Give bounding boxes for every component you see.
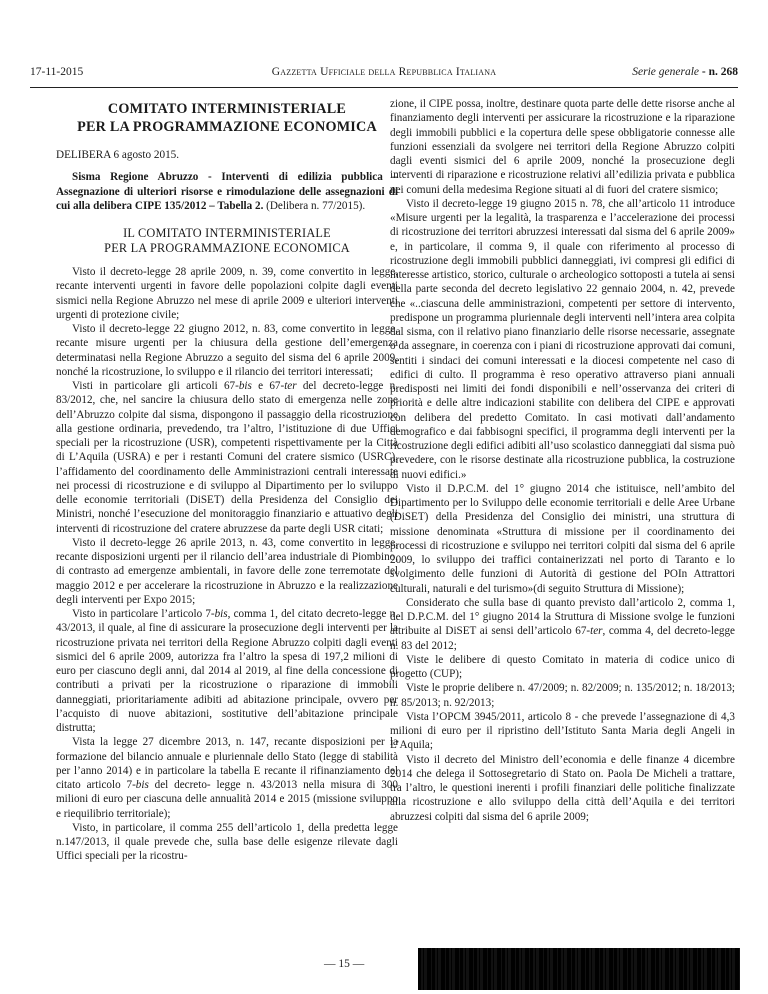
series-prefix: Serie generale: [632, 66, 700, 78]
section-heading: [56, 226, 398, 255]
italic-span: ter: [590, 625, 603, 638]
text-span: , comma 1, del citato decreto-legge n. 43/2013, il quale, al fine di assicurare la prosecuzione degli interventi per la ricostruzione privata nei territori della Regione Abruzzo colpiti dagli eventi sismici del 6 aprile 2009, autorizza fra l’altro la spesa di 197,2 milioni di euro per ciascuno degli anni, dal 2014 al 2019, al fine della concessione di contributi a privati per la ricostruzione o riparazione di immobili danneggiati, prioritariamente adibiti ad abitazione principale, ovvero per l’acquisto di nuove abitazioni, sostitutive dell’abitazione principale distrutta;: [56, 608, 398, 734]
right-column: [390, 97, 735, 824]
paragraph: Visto il decreto del Ministro dell’economia e delle finanze 4 dicembre 2014 che delega il Sottosegretario di Stato on. Paola De Micheli a trattare, tra l’altro, le questioni inerenti i profili finanziari delle politiche finalizzate alla ricostruzione e allo sviluppo della città dell’Aquila e dei territori abruzzesi colpiti dal sisma del 6 aprile 2009;: [390, 753, 735, 823]
section-heading-line2: PER LA PROGRAMMAZIONE ECONOMICA: [104, 240, 350, 255]
paragraph: Visto il decreto-legge 19 giugno 2015 n. 78, che all’articolo 11 introduce «Misure urgenti per la legalità, la trasparenza e l’accelerazione dei processi di ricostruzione dei territori abruzzesi interessati dal sisma del 6 aprile 2009» e, in particolare, il comma 9, il quale con riferimento al processo di ricostruzione degli immobili pubblici danneggiati, ivi compresi gli edifici di interesse artistico, storico, culturale o archeologico sottoposti a tutela ai sensi della parte seconda del decreto legislativo 22 gennaio 2004, n. 42, prevede che «..ciascuna delle amministrazioni, competenti per settore di intervento, predispone un programma pluriennale degli interventi nell’intera area colpita dal sisma, con il relativo piano finanziario delle risorse necessarie, assegnate o da assegnare, in coerenza con i piani di ricostruzione approvati dai comuni, sentiti i sindaci dei comuni interessati e la diocesi competente nel caso di edifici di culto. Il programma è reso operativo attraverso piani annuali predisposti nei limiti dei fondi disponibili e nell’osservanza dei criteri di priorità e delle altre indicazioni stabilite con delibera del CIPE e approvati con delibera del predetto Comitato. In casi motivati dall’andamento demografico e dai fabbisogni specifici, il programma degli interventi per la ricostruzione degli edifici adibiti all’uso scolastico danneggiati dal sisma può prevedere, con le risorse destinate alla ricostruzione pubblica, la costruzione di nuovi edifici.»: [390, 197, 735, 481]
delibera-date: DELIBERA 6 agosto 2015.: [56, 149, 180, 161]
header-rule: [30, 87, 738, 88]
paragraph: [56, 379, 398, 536]
text-span: Considerato che sulla base di quanto previsto dall’articolo 2, comma 1, del D.P.C.M. del 1° giugno 2014 la Struttura di Missione svolge le funzioni attribuite al DiSET ai sensi dell’articolo 67-: [390, 596, 735, 638]
delibera-number: (Delibera n. 77/2015).: [263, 199, 366, 212]
text-span: Visto in particolare l’articolo 7-: [72, 608, 215, 620]
paragraph: Viste le proprie delibere n. 47/2009; n. 82/2009; n. 135/2012; n. 18/2013; n. 85/2013; n. 92/2013;: [390, 682, 735, 709]
text-span: , comma 4, del decreto-legge n. 83 del 2012;: [390, 625, 735, 652]
committee-title: [56, 101, 398, 136]
committee-title-line1: COMITATO INTERMINISTERIALE: [107, 101, 347, 117]
paragraph: Visto il decreto-legge 26 aprile 2013, n. 43, come convertito in legge, recante disposizioni urgenti per il rilancio dell’area industriale di Piombino, di contrasto ad emergenze ambientali, in favore delle zone terremotate del maggio 2012 e per accelerare la ricostruzione in Abruzzo e la realizzazione degli interventi per Expo 2015;: [56, 536, 398, 606]
paragraph: Visto il D.P.C.M. del 1° giugno 2014 che istituisce, nell’ambito del Dipartimento per lo Sviluppo delle economie territoriali e delle Aree Urbane (DiSET) della Presidenza del Consiglio dei ministri, una struttura di missione denominata «Struttura di missione per il coordinamento dei processi di ricostruzione e sviluppo nei territori colpiti dal sisma del 6 aprile 2009, lo sviluppo dei traffici containerizzati nel porto di Taranto e lo svolgimento delle funzioni di Autorità di gestione del POIn Attrattori culturali, naturali e del turismo»(di seguito Struttura di Missione);: [390, 482, 735, 595]
text-span: Vista la legge 27 dicembre 2013, n. 147, recante disposizioni per la formazione del bilancio annuale e pluriennale dello Stato (legge di stabilità per l’anno 2014) e in particolare la tabella E recante il rifinanziamento del citato articolo 7-: [56, 736, 398, 791]
italic-span: bis: [238, 380, 252, 392]
paragraph: [56, 735, 398, 821]
paragraph: [56, 607, 398, 735]
paragraph: Visto il decreto-legge 28 aprile 2009, n. 39, come convertito in legge, recante interventi urgenti in favore delle popolazioni colpite dagli eventi sismici nella Regione Abruzzo nel mese di aprile 2009 e ulteriori interventi urgenti di protezione civile;: [56, 266, 398, 321]
paragraph: [390, 596, 735, 653]
text-span: Visti in particolare gli articoli 67-: [72, 380, 239, 392]
issue-number: - n. 268: [699, 66, 738, 78]
series-label: [632, 66, 738, 78]
paragraph: Visto, in particolare, il comma 255 dell’articolo 1, della predetta legge n.147/2013, il quale prevede che, sulla base delle esigenze rilevate dagli Uffici speciali per la ricostru-: [56, 821, 398, 863]
page-header: [30, 66, 738, 84]
italic-span: bis: [214, 608, 228, 620]
delibera-subject: [56, 170, 398, 213]
paragraph: Vista l’OPCM 3945/2011, articolo 8 - che prevede l’assegnazione di 4,3 milioni di euro per il ripristino dell’Istituto Santa Maria degli Angeli in L’Aquila;: [390, 710, 735, 752]
italic-span: ter: [284, 380, 297, 392]
paragraph: Viste le delibere di questo Comitato in materia di codice unico di progetto (CUP);: [390, 653, 735, 680]
text-span: del decreto- legge n. 43/2013 nella misura di 300 milioni di euro per ciascuna delle annualità 2014 e 2015 (missione sviluppo e riequilibrio territoriale);: [56, 779, 398, 820]
paragraph: zione, il CIPE possa, inoltre, destinare quota parte delle dette risorse anche al finanziamento degli interventi per assicurare la ricostruzione e la riparazione degli immobili pubblici e la copertura delle spese obbligatorie connesse alle funzioni essenziali da svolgere nei territori della Regione Abruzzo colpiti dagli eventi sismici del 6 aprile 2009, nonché la prosecuzione degli interventi di riparazione e ricostruzione relativi all’edilizia privata e pubblica nei comuni della medesima Regione situati al di fuori del cratere sismico;: [390, 98, 735, 196]
text-span: e 67-: [251, 380, 285, 392]
page-number: — 15 —: [324, 958, 365, 970]
text-span: del decreto-legge n. 83/2012, che, nel sancire la chiusura dello stato di emergenza nelle zone dell’Abruzzo colpite dal sisma, dispongono il passaggio della ricostruzione alla gestione ordinaria, prevedendo, tra l’altro, l’istituzione di due Uffici speciali per la ricostruzione (USR), competenti rispettivamente per la Città di L’Aquila (USRA) e per i restanti Comuni del cratere sismico (USRC), l’affidamento del coordinamento delle Amministrazioni centrali interessate nei processi di ricostruzione e di sviluppo al Dipartimento per lo sviluppo delle economie territoriali (DiSET) della Presidenza del Consiglio dei Ministri, nonché l’esecuzione del monitoraggio finanziario e attuativo degli interventi di ricostruzione del cratere abruzzese da parte degli USR citati;: [56, 380, 398, 535]
barcode-strip: [418, 948, 740, 990]
left-column: [56, 97, 398, 864]
italic-span: bis: [135, 779, 149, 791]
paragraph: Visto il decreto-legge 22 giugno 2012, n. 83, come convertito in legge, recante misure urgenti per la chiusura della gestione dell’emergenza determinatasi nella Regione Abruzzo a seguito del sisma del 6 aprile 2009, nonché la ricostruzione, lo sviluppo e il rilancio dei territori interessati;: [56, 323, 398, 378]
gazette-title: Gazzetta Ufficiale della Repubblica Italiana: [271, 66, 497, 78]
delibera-subject-bold: Sisma Regione Abruzzo - Interventi di edilizia pubblica –Assegnazione di ulteriori risorse e rimodulazione delle assegnazioni di cui alla delibera CIPE 135/2012 – Tabella 2.: [56, 171, 398, 212]
issue-date: 17-11-2015: [30, 66, 84, 78]
section-heading-line1: IL COMITATO INTERMINISTERIALE: [123, 226, 331, 240]
committee-title-line2: PER LA PROGRAMMAZIONE ECONOMICA: [77, 118, 377, 135]
